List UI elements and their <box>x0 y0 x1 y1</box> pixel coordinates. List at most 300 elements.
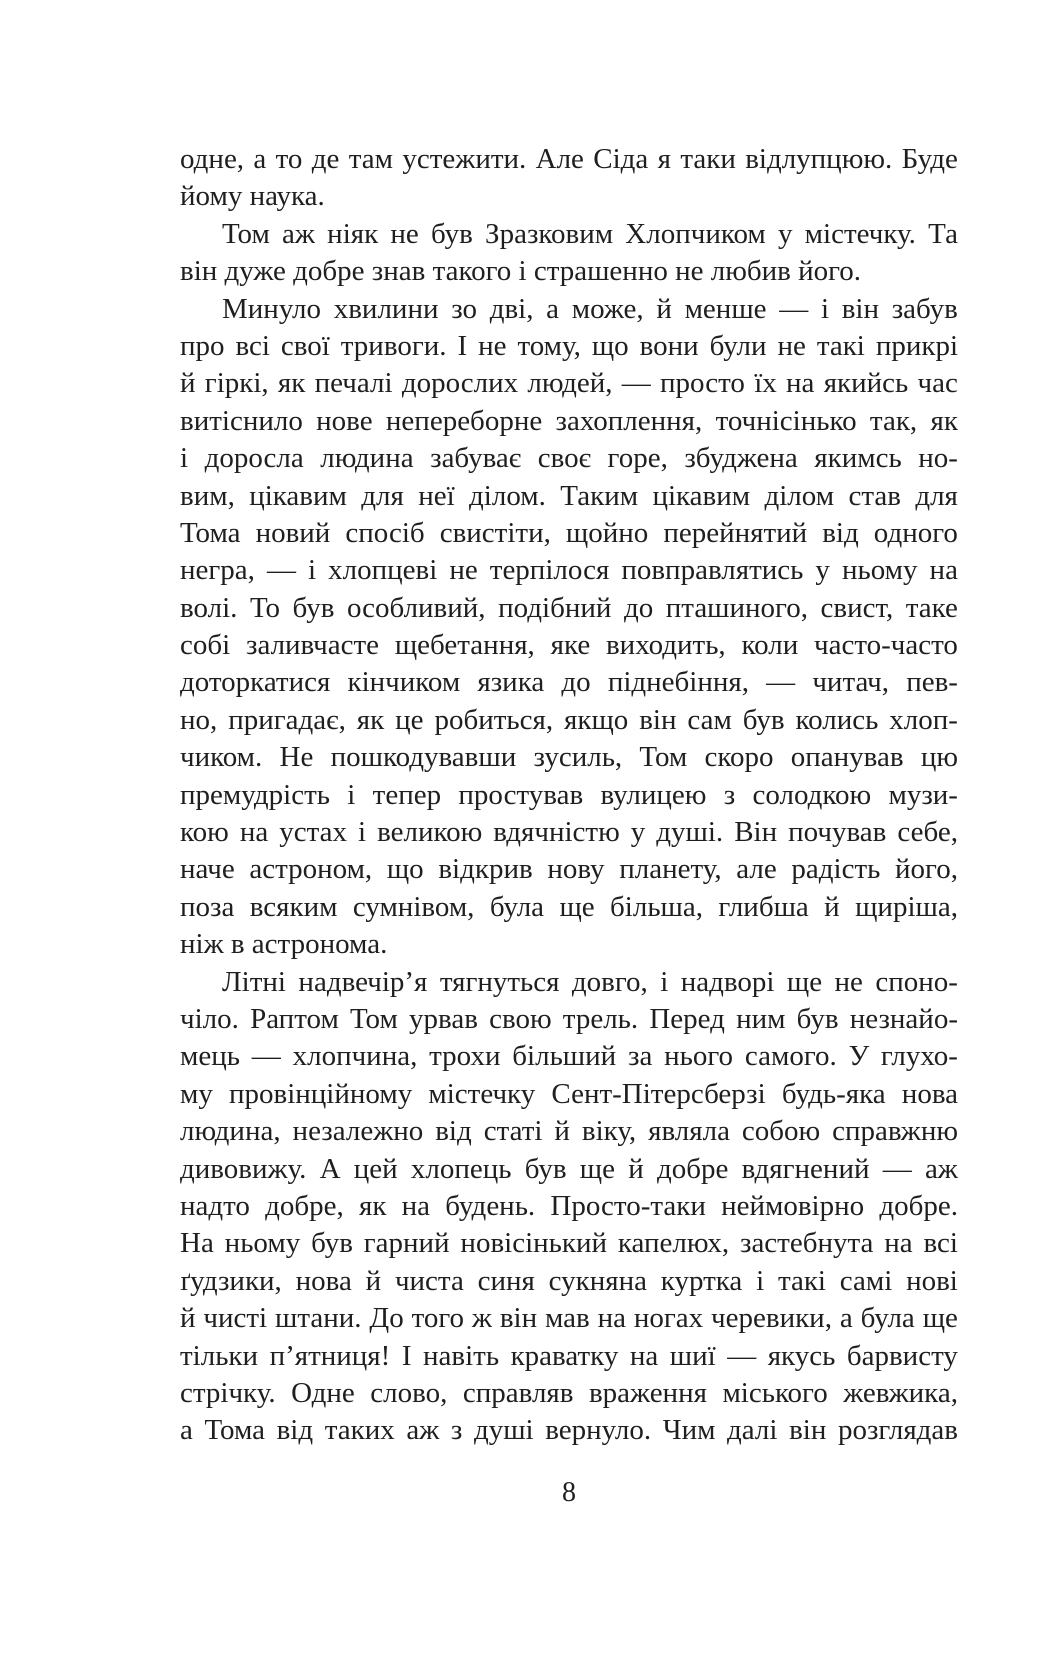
word: п’ятниця! <box>269 1339 391 1372</box>
word: свистіти, <box>439 516 551 549</box>
word: захоплення, <box>555 404 703 437</box>
word: себе, <box>897 816 958 849</box>
word: на <box>884 1227 913 1260</box>
word: подібний <box>498 591 612 624</box>
word: може, <box>571 292 644 325</box>
word: синя <box>477 1264 535 1297</box>
word: не <box>777 329 806 362</box>
word: про <box>180 329 225 362</box>
word: на <box>929 554 958 587</box>
word: від <box>276 1414 314 1447</box>
word: Сент-Пітерсберзі <box>551 1077 766 1110</box>
word: аж <box>282 217 315 250</box>
word: ще <box>786 965 823 998</box>
word: трохи <box>429 1040 501 1073</box>
text-line <box>180 440 958 477</box>
word: капелюх, <box>617 1227 730 1260</box>
word: був <box>431 217 473 250</box>
word: не <box>390 217 419 250</box>
word: на <box>786 367 815 400</box>
word: всі <box>923 1227 958 1260</box>
word: ногах <box>633 1302 704 1335</box>
word: но, <box>180 703 218 736</box>
text-line <box>180 1113 958 1150</box>
word: піднебіння, <box>607 666 749 699</box>
word: Просто-таки <box>550 1189 706 1222</box>
word: спосіб <box>345 516 425 549</box>
word: пригадає, <box>228 703 346 736</box>
word: самого. <box>744 1040 837 1073</box>
word: вони <box>639 329 699 362</box>
word: ж <box>471 1302 492 1335</box>
word: а <box>546 292 560 325</box>
word: будь-яка <box>781 1077 886 1110</box>
word: являла <box>648 1115 730 1148</box>
word: і <box>820 292 829 325</box>
word: аж <box>406 1414 440 1447</box>
word: доторкатися <box>180 666 331 699</box>
word: свою <box>489 1002 552 1035</box>
text-line <box>180 627 958 664</box>
word: свист, <box>820 591 894 624</box>
word: справжню <box>832 1115 958 1148</box>
word: були <box>709 329 767 362</box>
word: музи- <box>888 778 958 811</box>
text-line <box>180 1225 958 1262</box>
word: Але <box>535 143 584 175</box>
word: Тома <box>204 1414 265 1447</box>
word: Сіда <box>593 143 649 175</box>
word: й <box>180 1302 196 1335</box>
word: вулицею <box>600 778 707 811</box>
word: урвав <box>409 1002 478 1035</box>
word: людина <box>320 442 414 475</box>
word: але <box>736 853 777 886</box>
word: душі <box>473 1414 534 1447</box>
word: на <box>597 1302 626 1335</box>
word: був <box>742 703 785 736</box>
word: витіснило <box>180 404 303 437</box>
word: непереборне <box>385 404 543 437</box>
word: незалежно <box>292 1115 424 1148</box>
word: одне, <box>180 143 245 175</box>
word: пташиного, <box>665 591 808 624</box>
text-line <box>180 328 958 365</box>
word: — <box>882 1152 912 1185</box>
word: застебнута <box>739 1227 874 1260</box>
word: устежити. <box>402 143 527 175</box>
word: більша, <box>610 890 704 923</box>
text-line <box>180 1375 958 1412</box>
word: для <box>915 479 958 512</box>
word: тягнуться <box>439 965 560 998</box>
word: нього <box>664 1040 734 1073</box>
word: неї <box>418 479 455 512</box>
word: виходить, <box>605 629 726 662</box>
word: щойно <box>565 516 649 549</box>
word: солодкою <box>752 778 872 811</box>
word: доросла <box>204 442 304 475</box>
word: трель. <box>562 1002 639 1035</box>
word: там <box>348 143 394 175</box>
word: чиста <box>394 1264 464 1297</box>
word: Тома <box>180 516 241 549</box>
word: таке <box>905 591 958 624</box>
word: й <box>180 367 196 400</box>
word: — <box>621 367 651 400</box>
page-text <box>180 141 958 1450</box>
word: особливий, <box>346 591 486 624</box>
word: І <box>401 1339 412 1372</box>
word: опанував <box>790 741 904 774</box>
text-line <box>180 1338 958 1375</box>
text-line <box>180 216 958 253</box>
text-line <box>180 590 958 627</box>
word: до <box>623 591 654 624</box>
word: часто-часто <box>814 629 958 662</box>
word: своє <box>537 442 592 475</box>
word: черевики, <box>711 1302 832 1335</box>
word: ділом <box>764 479 835 512</box>
text-line <box>180 478 958 515</box>
word: якщо <box>564 703 629 736</box>
word: далі <box>727 1414 778 1447</box>
text-line <box>180 889 958 926</box>
word: повправлятись <box>621 554 804 587</box>
word: якимсь <box>814 442 902 475</box>
word: й <box>824 890 840 923</box>
word: глухо- <box>880 1040 958 1073</box>
word: хлоп- <box>889 703 958 736</box>
word: нова <box>901 1077 958 1110</box>
word: ще <box>579 1152 615 1185</box>
word: збуджена <box>684 442 798 475</box>
word: від <box>435 1115 472 1148</box>
text-line <box>180 1038 958 1075</box>
word: краватку <box>510 1339 619 1372</box>
word: астроном, <box>249 853 373 886</box>
word: нову <box>547 853 605 886</box>
word: час <box>917 367 958 400</box>
word: й <box>656 292 672 325</box>
word: волі. <box>180 591 238 624</box>
word: Та <box>928 217 958 250</box>
word: — <box>727 1339 757 1372</box>
word: поза <box>180 890 235 923</box>
word: менше <box>684 292 767 325</box>
word: колись <box>795 703 879 736</box>
word: — <box>266 554 296 587</box>
word: статі <box>483 1115 543 1148</box>
word: но- <box>918 442 958 475</box>
text-line <box>180 664 958 701</box>
word: як <box>277 367 306 400</box>
word: Таким <box>560 479 639 512</box>
word: хлопець <box>410 1152 512 1185</box>
word: тільки <box>180 1339 259 1372</box>
word: на <box>401 1189 431 1222</box>
word: надворі <box>680 965 775 998</box>
text-line <box>180 1300 958 1337</box>
text-line: йому наука. <box>180 180 325 213</box>
word: того <box>411 1302 465 1335</box>
word: шиї <box>669 1339 716 1372</box>
word: нові <box>906 1264 958 1297</box>
word: перейнятий <box>663 516 808 549</box>
word: сам <box>687 703 732 736</box>
word: був <box>311 1227 353 1260</box>
word: робиться, <box>434 703 554 736</box>
word: їх <box>754 367 777 400</box>
word: а <box>839 1302 853 1335</box>
word: це <box>395 703 424 736</box>
word: язика <box>477 666 545 699</box>
word: на <box>629 1339 659 1372</box>
word: дивовижу. <box>180 1152 307 1185</box>
word: і <box>660 965 669 998</box>
word: і <box>308 554 317 587</box>
word: більший <box>512 1040 617 1073</box>
word: читач, <box>812 666 890 699</box>
text-line <box>180 739 958 776</box>
word: ще <box>559 890 595 923</box>
word: зо <box>451 292 477 325</box>
word: я <box>657 143 671 175</box>
word: прикрі <box>875 329 958 362</box>
word: Перед <box>649 1002 725 1035</box>
word: добре, <box>265 1189 344 1222</box>
word: тепер <box>372 778 442 811</box>
text-line <box>180 141 958 178</box>
word: сумнівом, <box>352 890 475 923</box>
word: ньому <box>841 554 918 587</box>
text-line <box>180 365 958 402</box>
word: споно- <box>875 965 958 998</box>
word: щиріша, <box>855 890 958 923</box>
word: міського <box>722 1376 828 1409</box>
word: що <box>386 853 424 886</box>
word: чиком. <box>180 741 263 774</box>
word: довго, <box>571 965 648 998</box>
text-line <box>180 814 958 851</box>
word: не <box>834 965 863 998</box>
word: всі <box>235 329 270 362</box>
word: цю <box>920 741 958 774</box>
word: розглядав <box>837 1414 958 1447</box>
word: цікавим <box>249 479 347 512</box>
text-line <box>180 291 958 328</box>
word: скоро <box>704 741 774 774</box>
word: й <box>365 1264 382 1297</box>
word: людина, <box>180 1115 281 1148</box>
word: печалі <box>314 367 393 400</box>
word: наче <box>180 853 235 886</box>
word: хлопчина, <box>292 1040 418 1073</box>
word: барвисту <box>846 1339 958 1372</box>
word: вдячністю <box>493 816 620 849</box>
word: віку, <box>581 1115 637 1148</box>
word: враження <box>588 1376 707 1409</box>
word: слово, <box>370 1376 448 1409</box>
word: Зразковим <box>485 217 614 250</box>
text-line <box>180 702 958 739</box>
word: До <box>369 1302 404 1335</box>
word: точнісінько <box>715 404 857 437</box>
word: Хлопчиком <box>625 217 766 250</box>
word: неймовірно <box>721 1189 865 1222</box>
word: і <box>347 778 356 811</box>
word: відкрив <box>438 853 533 886</box>
word: у <box>777 217 793 250</box>
word: забув <box>891 292 958 325</box>
text-line: ніж в астронома. <box>180 928 388 961</box>
word: була <box>860 1302 915 1335</box>
word: добре <box>656 1152 729 1185</box>
word: стрічку. <box>180 1376 276 1409</box>
word: ньому <box>224 1227 301 1260</box>
word: Він <box>734 816 778 849</box>
word: коли <box>741 629 799 662</box>
word: глибша <box>718 890 809 923</box>
word: тому, <box>517 329 581 362</box>
text-line <box>180 1188 958 1225</box>
word: зусиль, <box>533 741 623 774</box>
word: таки <box>680 143 736 175</box>
word: у <box>815 554 830 587</box>
word: горе, <box>607 442 668 475</box>
word: гіркі, <box>204 367 269 400</box>
word: Буде <box>901 143 958 175</box>
word: був <box>524 1152 567 1185</box>
word: кінчиком <box>347 666 461 699</box>
text-line: він дуже добре знав такого і страшенно не любив його. <box>180 255 862 288</box>
word: І <box>457 329 468 362</box>
word: почував <box>788 816 887 849</box>
word: Не <box>279 741 314 774</box>
word: дорослих <box>401 367 519 400</box>
word: Том <box>222 217 270 250</box>
word: й <box>554 1115 570 1148</box>
page-number: 8 <box>562 1477 576 1508</box>
word: нова <box>295 1264 352 1297</box>
word: простував <box>458 778 584 811</box>
word: містечку <box>428 1077 536 1110</box>
word: одного <box>873 516 958 549</box>
word: Літні <box>222 965 286 998</box>
word: вдягнений <box>741 1152 870 1185</box>
word: забуває <box>430 442 522 475</box>
text-line <box>180 515 958 552</box>
word: з <box>450 1414 463 1447</box>
word: нове <box>316 404 373 437</box>
word: справляв <box>462 1376 574 1409</box>
word: і <box>756 1264 765 1297</box>
word: свої <box>280 329 330 362</box>
word: самі <box>839 1264 893 1297</box>
word: для <box>361 479 404 512</box>
text-line <box>180 851 958 888</box>
word: був <box>292 591 335 624</box>
word: му <box>180 1077 213 1110</box>
word: він <box>789 1414 827 1447</box>
word: його, <box>895 853 958 886</box>
word: Минуло <box>222 292 322 325</box>
word: просто <box>660 367 745 400</box>
word: став <box>848 479 901 512</box>
word: душі. <box>656 816 724 849</box>
word: сукняна <box>548 1264 647 1297</box>
word: на <box>239 816 269 849</box>
word: дві, <box>489 292 534 325</box>
word: то <box>275 143 303 175</box>
word: так, <box>869 404 918 437</box>
word: і <box>180 442 189 475</box>
text-line <box>180 1151 958 1188</box>
word: як <box>930 404 958 437</box>
word: добре. <box>879 1189 958 1222</box>
word: У <box>848 1040 870 1073</box>
text-line <box>180 1001 958 1038</box>
word: він <box>499 1302 538 1335</box>
word: хвилини <box>333 292 439 325</box>
word: цікавим <box>652 479 751 512</box>
word: аж <box>924 1152 958 1185</box>
word: мець <box>180 1040 240 1073</box>
word: ніяк <box>327 217 379 250</box>
word: будень. <box>445 1189 536 1222</box>
word: був <box>796 1002 839 1035</box>
word: ще <box>922 1302 958 1335</box>
word: вернуло. <box>545 1414 652 1447</box>
word: гарний <box>363 1227 450 1260</box>
word: цей <box>353 1152 398 1185</box>
word: новий <box>255 516 331 549</box>
word: за <box>628 1040 653 1073</box>
word: до <box>561 666 591 699</box>
word: з <box>723 778 736 811</box>
word: куртка <box>660 1264 743 1297</box>
word: надвечір’я <box>298 965 428 998</box>
word: — <box>766 666 796 699</box>
word: не <box>449 554 478 587</box>
word: незнайо- <box>849 1002 958 1035</box>
word: від <box>822 516 859 549</box>
word: всяким <box>249 890 338 923</box>
word: як <box>358 1189 387 1222</box>
word: якийсь <box>823 367 909 400</box>
word: На <box>180 1227 214 1260</box>
word: радість <box>791 853 881 886</box>
word: він <box>841 292 879 325</box>
word: як <box>356 703 385 736</box>
text-line <box>180 964 958 1001</box>
word: — <box>779 292 809 325</box>
word: таких <box>324 1414 395 1447</box>
word: планету, <box>619 853 722 886</box>
word: людей, <box>527 367 613 400</box>
word: відлупцюю. <box>745 143 893 175</box>
word: хлопцеві <box>328 554 438 587</box>
word: ним <box>736 1002 786 1035</box>
word: Том <box>639 741 688 774</box>
word: Том <box>349 1002 398 1035</box>
word: містечку. <box>804 217 916 250</box>
word: тривоги. <box>340 329 447 362</box>
word: штани. <box>275 1302 362 1335</box>
text-line <box>180 403 958 440</box>
word: То <box>249 591 280 624</box>
word: й <box>628 1152 644 1185</box>
